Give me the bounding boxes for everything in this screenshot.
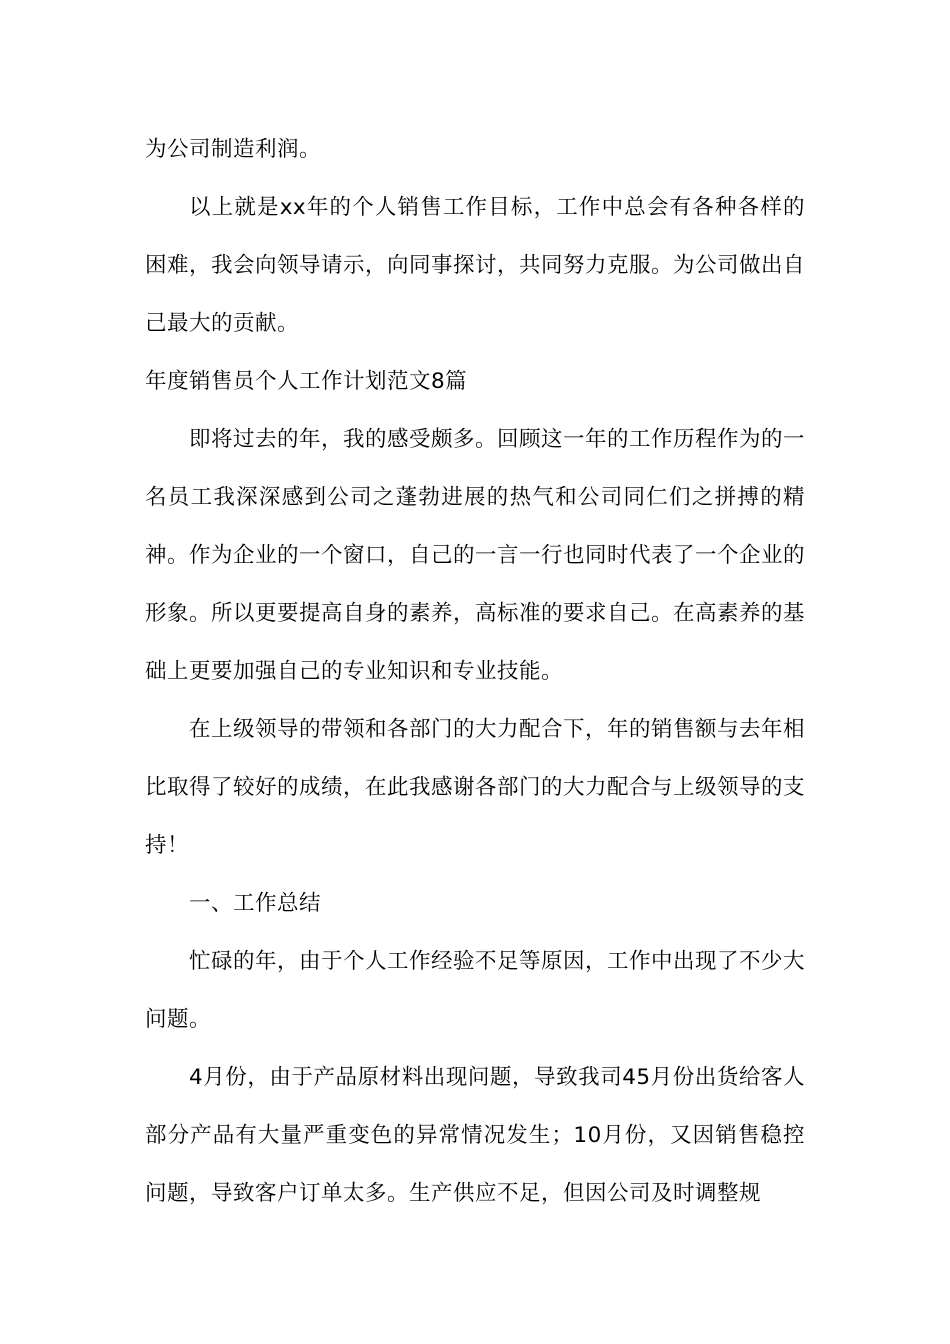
article-title: 年度销售员个人工作计划范文8篇 [145,369,468,394]
paragraph-sales-goal-summary: 以上就是xx年的个人销售工作目标，工作中总会有各种各样的困难，我会向领导请示，向同事探讨，共同努力克服。为公司做出自己最大的贡献。 [145,195,806,336]
section-heading-work-summary: 一、工作总结 [189,891,322,916]
paragraph-continuation: 为公司制造利润。 [145,137,322,162]
paragraph-problems: 忙碌的年，由于个人工作经验不足等原因，工作中出现了不少大问题。 [145,949,806,1032]
paragraph-intro: 即将过去的年，我的感受颇多。回顾这一年的工作历程作为的一名员工我深深感到公司之蓬勃进展的热气和公司同仁们之拼搏的精神。作为企业的一个窗口，自己的一言一行也同时代表了一个企业的形象。所以更要提高自身的素养，高标准的要求自己。在高素养的基础上更要加强自己的专业知识和专业技能。 [145,427,806,684]
paragraph-april-issue: 4月份，由于产品原材料出现问题，导致我司45月份出货给客人部分产品有大量严重变色的异常情况发生；10月份，又因销售稳控问题，导致客户订单太多。生产供应不足，但因公司及时调整规 [145,1065,805,1206]
paragraph-thanks: 在上级领导的带领和各部门的大力配合下，年的销售额与去年相比取得了较好的成绩，在此我感谢各部门的大力配合与上级领导的支持！ [145,717,806,858]
